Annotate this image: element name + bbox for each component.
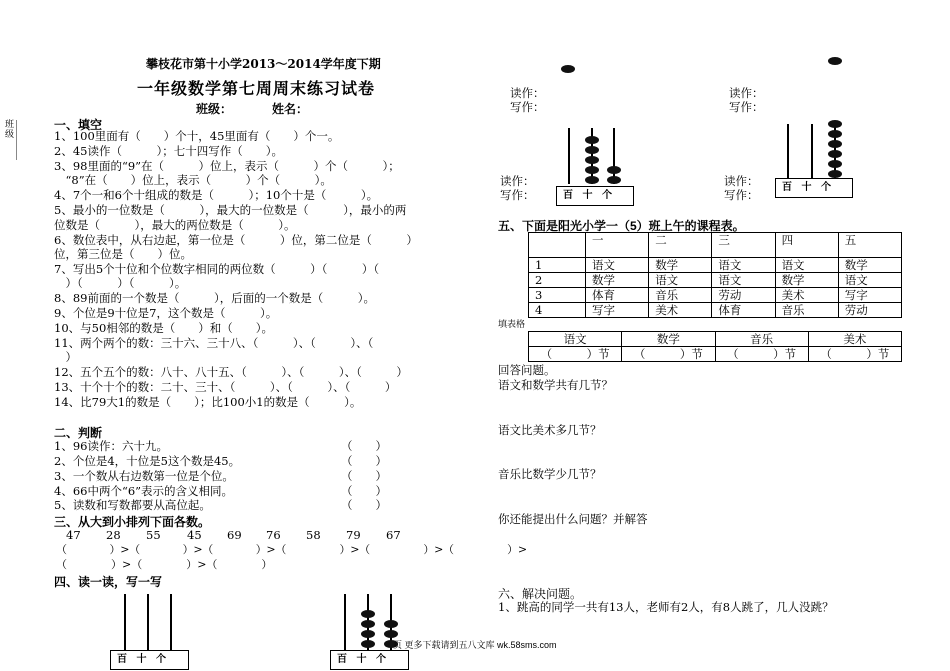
place-value-box: 百 十 个 — [330, 650, 409, 670]
place-value-box: 百 十 个 — [110, 650, 189, 670]
fill-line-1: 1、100里面有（ ）个十，45里面有（ ）个一。 — [54, 129, 340, 143]
subject-row — [529, 332, 902, 347]
sort-number-4: 45 — [187, 528, 202, 542]
judge-item-1: 1、96读作：六十九。 — [54, 439, 168, 453]
write-label-4: 写作： — [724, 188, 759, 202]
schedule-day: 一 — [586, 233, 649, 258]
sort-number-6: 76 — [266, 528, 281, 542]
read-label-4: 读作： — [724, 174, 759, 188]
read-label-2: 读作： — [729, 86, 764, 100]
write-label-3: 写作： — [500, 188, 535, 202]
count-blank: （ ）节 — [715, 347, 808, 362]
subject-cell: 数学 — [622, 332, 715, 347]
abacus-bead — [828, 170, 842, 178]
abacus-bead — [828, 57, 842, 65]
period-number: 2 — [529, 273, 586, 288]
fill-line-17: 12、五个五个的数：八十、八十五、（ ）、（ ）、（ ） — [54, 365, 408, 379]
schedule-cell: 体育 — [712, 303, 775, 318]
school-heading: 攀枝花市第十小学2013～2014学年度下期 — [146, 57, 381, 71]
schedule-cell: 劳动 — [712, 288, 775, 303]
sort-number-2: 28 — [106, 528, 121, 542]
fill-line-14: 10、与50相邻的数是（ ）和（ ）。 — [54, 321, 274, 335]
period-number: 4 — [529, 303, 586, 318]
abacus-rod-tens — [811, 124, 813, 180]
write-label-1: 写作： — [510, 100, 545, 114]
fill-line-15: 11、两个两个的数：三十六、三十八、（ ）、（ ）、（ — [54, 336, 374, 350]
schedule-cell: 语文 — [838, 273, 901, 288]
fill-line-8: 6、数位表中，从右边起，第一位是（ ）位，第二位是（ ） — [54, 233, 418, 247]
exam-title: 一年级数学第七周周末练习试卷 — [137, 79, 376, 98]
subject-count-table — [528, 331, 902, 362]
name-label: 姓名： — [272, 102, 309, 116]
abacus-bead — [361, 610, 375, 618]
judge-mark-2: （ ） — [341, 454, 387, 468]
abacus-bead — [585, 136, 599, 144]
count-blank: （ ）节 — [808, 347, 901, 362]
abacus-bead — [384, 620, 398, 628]
question-2: 语文比美术多几节？ — [498, 423, 602, 437]
write-label-2: 写作： — [729, 100, 764, 114]
place-value-box: 百 十 个 — [775, 178, 853, 198]
judge-mark-4: （ ） — [341, 484, 387, 498]
abacus-bead — [585, 176, 599, 184]
abacus-bead — [828, 140, 842, 148]
schedule-cell: 音乐 — [775, 303, 838, 318]
judge-item-2: 2、个位是4，十位是5这个数是45。 — [54, 454, 241, 468]
question-4: 你还能提出什么问题？并解答 — [498, 512, 648, 526]
schedule-cell: 数学 — [775, 273, 838, 288]
abacus-bead — [585, 146, 599, 154]
abacus-rod-hundreds — [344, 594, 346, 652]
section1-heading: 一、填空 — [54, 118, 103, 132]
schedule-row — [529, 258, 902, 273]
abacus-bead — [585, 156, 599, 164]
fill-line-10: 7、写出5个十位和个位数字相同的两位数（ ）（ ）（ — [54, 262, 380, 276]
fill-line-9: 位，第三位是（ ）位。 — [54, 247, 192, 261]
schedule-cell: 数学 — [649, 258, 712, 273]
fill-line-11: ）（ ）（ ）。 — [54, 276, 187, 290]
judge-mark-1: （ ） — [341, 439, 387, 453]
schedule-cell: 美术 — [649, 303, 712, 318]
section6-heading: 六、解决问题。 — [498, 587, 583, 601]
schedule-cell: 劳动 — [838, 303, 901, 318]
abacus-bead — [828, 150, 842, 158]
judge-mark-3: （ ） — [341, 469, 387, 483]
schedule-day: 二 — [649, 233, 712, 258]
fill-line-5: 4、7个一和6个十组成的数是（ ）；10个十是（ ）。 — [54, 188, 379, 202]
question-1: 语文和数学共有几节？ — [498, 378, 613, 392]
schedule-row — [529, 288, 902, 303]
section3-heading: 三、从大到小排列下面各数。 — [54, 515, 211, 529]
fill-line-6: 5、最小的一位数是（ ），最大的一位数是（ ），最小的两 — [54, 203, 407, 217]
section4-heading: 四、读一读，写一写 — [54, 575, 163, 589]
judge-item-4: 4、66中两个“6”表示的含义相同。 — [54, 484, 234, 498]
sort-number-7: 58 — [306, 528, 321, 542]
question-3: 音乐比数学少几节？ — [498, 467, 602, 481]
section5-heading: 五、下面是阳光小学一（5）班上午的课程表。 — [498, 219, 745, 233]
fill-line-12: 8、89前面的一个数是（ ），后面的一个数是（ ）。 — [54, 291, 375, 305]
fill-table-label: 填表格 — [498, 320, 526, 330]
judge-mark-5: （ ） — [341, 498, 387, 512]
schedule-day: 五 — [838, 233, 901, 258]
schedule-cell: 语文 — [712, 258, 775, 273]
abacus-bead — [607, 166, 621, 174]
schedule-cell: 语文 — [775, 258, 838, 273]
side-class-label: 班级 — [2, 120, 17, 160]
fill-line-18: 13、十个十个的数：二十、三十、（ ）、（ ）、（ ） — [54, 380, 397, 394]
schedule-cell: 体育 — [586, 288, 649, 303]
schedule-cell: 语文 — [712, 273, 775, 288]
sort-number-8: 79 — [346, 528, 361, 542]
subject-cell: 语文 — [529, 332, 622, 347]
sort-blanks-line2: （ ）>（ ）>（ ） — [56, 558, 273, 571]
schedule-cell: 语文 — [586, 258, 649, 273]
fill-line-2: 2、45读作（ ）；七十四写作（ ）。 — [54, 144, 283, 158]
read-label-3: 读作： — [500, 174, 535, 188]
period-number: 1 — [529, 258, 586, 273]
count-blank: （ ）节 — [529, 347, 622, 362]
schedule-cell: 写字 — [838, 288, 901, 303]
fill-line-3: 3、98里面的“9”在（ ）位上，表示（ ）个（ ）； — [54, 159, 400, 173]
abacus-bead — [361, 620, 375, 628]
subject-cell: 美术 — [808, 332, 901, 347]
fill-line-19: 14、比79大1的数是（ ）；比100小1的数是（ ）。 — [54, 395, 362, 409]
class-label: 班级： — [196, 102, 233, 116]
section2-heading: 二、判断 — [54, 426, 103, 440]
judge-item-3: 3、一个数从右边数第一位是个位。 — [54, 469, 234, 483]
answer-heading: 回答问题。 — [498, 363, 556, 377]
schedule-cell: 写字 — [586, 303, 649, 318]
sort-number-5: 69 — [227, 528, 242, 542]
sort-blanks-line1: （ ）>（ ）>（ ）>（ ）>（ ）>（ ）> — [56, 543, 527, 556]
fill-line-13: 9、个位是9十位是7，这个数是（ ）。 — [54, 306, 278, 320]
abacus-bead — [828, 160, 842, 168]
abacus-rod-hundreds — [124, 594, 126, 652]
sort-number-1: 47 — [66, 528, 81, 542]
problem-1: 1、跳高的同学一共有13人，老师有2人，有8人跳了，几人没跳？ — [498, 600, 834, 614]
place-value-box: 百 十 个 — [556, 186, 634, 206]
schedule-cell: 美术 — [775, 288, 838, 303]
abacus-bead — [561, 65, 575, 73]
abacus-rod-hundreds — [787, 124, 789, 180]
abacus-bead — [607, 176, 621, 184]
sort-number-3: 55 — [146, 528, 161, 542]
footer-text: 页 更多下载请到五八文库 wk.58sms.com — [393, 640, 557, 650]
fill-line-4: “8”在（ ）位上，表示（ ）个（ ）。 — [54, 173, 332, 187]
schedule-corner — [529, 233, 586, 258]
abacus-rod-tens — [147, 594, 149, 652]
abacus-bead — [585, 166, 599, 174]
schedule-cell: 数学 — [586, 273, 649, 288]
abacus-bead — [828, 130, 842, 138]
abacus-rod-ones — [170, 594, 172, 652]
abacus-rod-hundreds — [568, 128, 570, 184]
schedule-cell: 语文 — [649, 273, 712, 288]
judge-item-5: 5、读数和写数都要从高位起。 — [54, 498, 211, 512]
schedule-day: 四 — [775, 233, 838, 258]
schedule-header-row — [529, 233, 902, 258]
sort-number-9: 67 — [386, 528, 401, 542]
schedule-row — [529, 303, 902, 318]
schedule-table — [528, 232, 902, 318]
count-row — [529, 347, 902, 362]
schedule-row — [529, 273, 902, 288]
abacus-bead — [384, 630, 398, 638]
abacus-bead — [828, 120, 842, 128]
period-number: 3 — [529, 288, 586, 303]
fill-line-7: 位数是（ ），最大的两位数是（ ）。 — [54, 218, 296, 232]
subject-cell: 音乐 — [715, 332, 808, 347]
abacus-bead — [361, 630, 375, 638]
schedule-day: 三 — [712, 233, 775, 258]
schedule-cell: 音乐 — [649, 288, 712, 303]
count-blank: （ ）节 — [622, 347, 715, 362]
schedule-cell: 数学 — [838, 258, 901, 273]
fill-line-16: ） — [54, 350, 77, 364]
abacus-bead — [361, 640, 375, 648]
read-label-1: 读作： — [510, 86, 545, 100]
